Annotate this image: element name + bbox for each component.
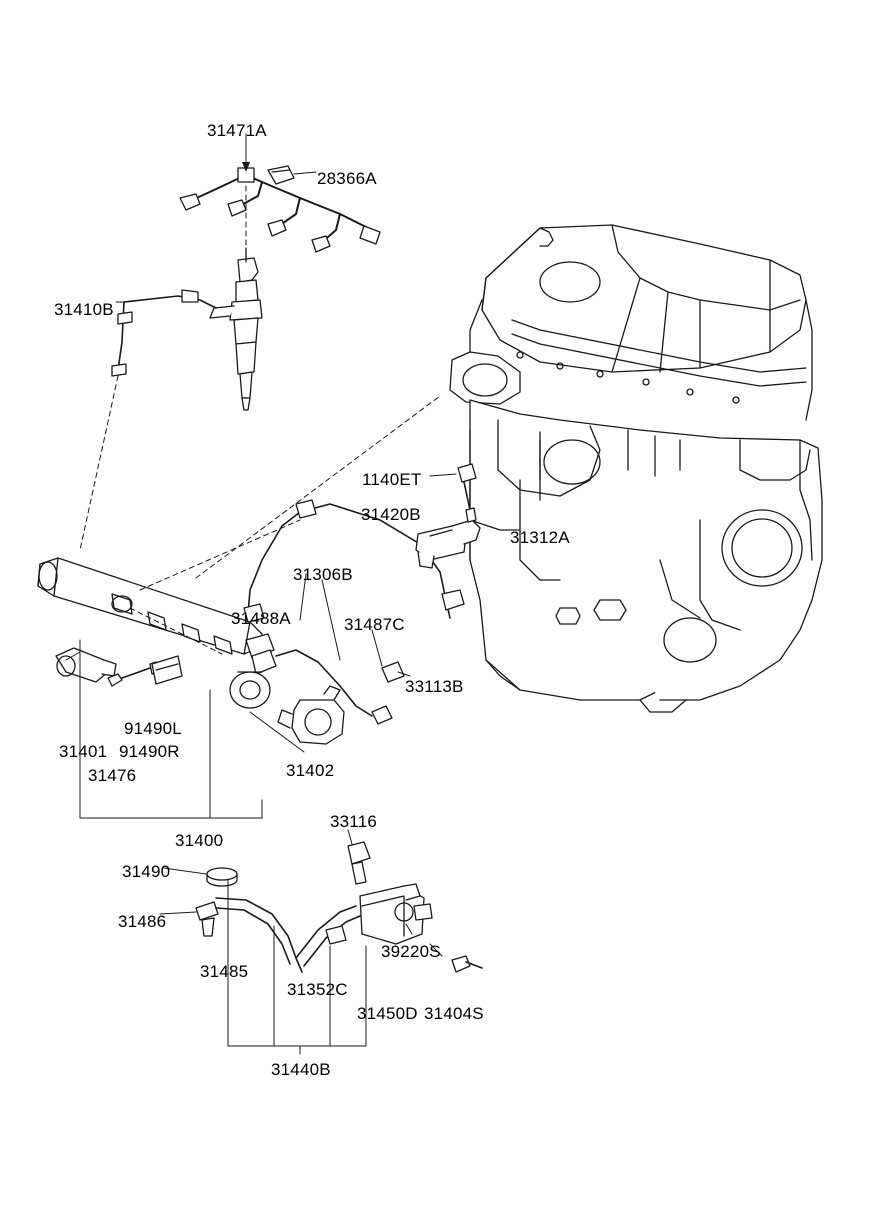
part-label-31471A: 31471A xyxy=(207,121,267,140)
part-label-31400: 31400 xyxy=(175,831,224,850)
high-pressure-pipes xyxy=(130,396,480,724)
part-label-31450D: 31450D xyxy=(357,1004,418,1023)
engine-block-illustration xyxy=(450,225,822,712)
part-label-31306B: 31306B xyxy=(293,565,353,584)
part-label-31420B: 31420B xyxy=(361,505,421,524)
part-label-28366A: 28366A xyxy=(317,169,377,188)
part-label-33116: 33116 xyxy=(330,812,378,831)
part-label-1140ET: 1140ET xyxy=(362,470,422,489)
part-label-91490R: 91490R xyxy=(119,742,180,761)
part-label-31476: 31476 xyxy=(88,766,137,785)
part-label-31401: 31401 xyxy=(59,742,108,761)
part-label-31488A: 31488A xyxy=(231,609,291,628)
part-label-31485: 31485 xyxy=(200,962,249,981)
fuel-pipe-31410b xyxy=(80,290,216,550)
part-label-31402: 31402 xyxy=(286,761,335,780)
part-label-31440B: 31440B xyxy=(271,1060,331,1079)
part-label-31487C: 31487C xyxy=(344,615,405,634)
fuel-injector xyxy=(210,186,262,410)
part-label-31410B: 31410B xyxy=(54,300,114,319)
part-label-31312A: 31312A xyxy=(510,528,570,547)
part-label-39220S: 39220S xyxy=(381,942,441,961)
part-label-31486: 31486 xyxy=(118,912,167,931)
injector-return-hose-assembly xyxy=(180,134,380,252)
part-label-91490L: 91490L xyxy=(124,719,182,738)
part-label-31352C: 31352C xyxy=(287,980,348,999)
part-label-31490: 31490 xyxy=(122,862,171,881)
part-label-31404S: 31404S xyxy=(424,1004,484,1023)
part-label-33113B: 33113B xyxy=(405,677,464,696)
